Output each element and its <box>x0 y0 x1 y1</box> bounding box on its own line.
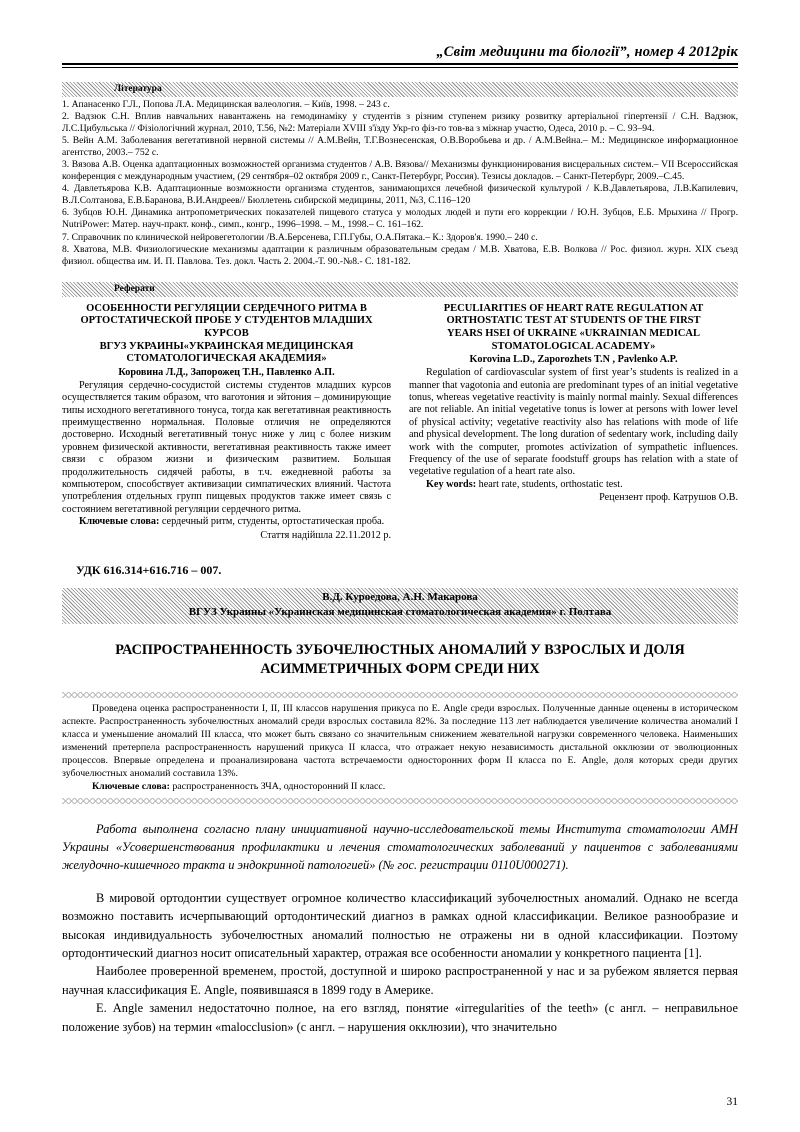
keywords-label-en: Key words: <box>426 478 477 490</box>
keywords-value-en: heart rate, students, orthostatic test. <box>478 478 623 490</box>
article-title <box>62 641 738 679</box>
running-head: „Світ медицини та біології”, номер 4 2012рік <box>436 44 738 60</box>
abstract-authors-en: Korovina L.D., Zaporozhets T.N , Pavlenko A.P. <box>469 354 678 366</box>
reference-list <box>62 99 738 268</box>
article-authors-bar <box>62 588 738 624</box>
article-keywords <box>62 780 738 793</box>
article-affiliation: ВГУЗ Украины «Украинская медицинская стоматологическая академия» г. Полтава <box>188 606 612 619</box>
abstract-column-english <box>409 303 738 541</box>
abstract-body-en: Regulation of cardiovascular system of first year’s students is realized in a manner that vagotonia and eutonia are predominant types of an initial vegetative tonus, whereas vegetative reactivity is mainly normal mainly. Sexual differences are not reliable. An initial vegetative tonus is lower at persons with lower level of physical activity; vegetative reactivity also has relations with mode of life and physical development. The long duration of sedentary work, including daily work with the computer, promotes activization of sympathetic influences. Frequency of the use of separate foodstuff groups has relation with a state of vegetative regulation of a heart rate also. <box>409 367 738 478</box>
reference-item: 5. Вейн А.М. Заболевания вегетативной нервной системы // А.М.Вейн, Т.Г.Вознесенская, О.В.Воробьева и др. / А.М.Вейна.– М.: Медицинское информационное агентство, 2003.– 752 с. <box>62 134 738 158</box>
keywords-value-ru: сердечный ритм, студенты, ортостатическая проба. <box>161 516 385 528</box>
abstract-keywords-en <box>409 479 738 492</box>
abstract-title-line: YEARS HSEI Of UKRAINE «UKRAINIAN MEDICAL <box>447 328 700 339</box>
keywords-label-ru: Ключевые слова: <box>79 516 160 528</box>
abstract-authors-ru: Коровина Л.Д., Запорожец Т.Н., Павленко А.П. <box>118 366 335 378</box>
article-title-line: РАСПРОСТРАНЕННОСТЬ ЗУБОЧЕЛЮСТНЫХ АНОМАЛИЙ У ВЗРОСЛЫХ И ДОЛЯ <box>115 641 685 658</box>
reference-item: 1. Апанасенко Г.Л., Попова Л.А. Медицинская валеология. – Київ, 1998. – 243 с. <box>62 98 390 110</box>
article-authors: В.Д. Куроедова, А.Н. Макарова <box>322 590 478 603</box>
abstract-column-russian <box>62 303 391 541</box>
reference-item: 8. Хватова, М.В. Физиологические механизмы адаптации к различным образовательным средам / М.В. Хватова, Е.В. Волкова // Рос. физиол. журн. XIX съезд физиол. общества им. И. П. Павлова. Тез. докл. Часть 2. 2004.-Т. 90.-№8.- С. 181-182. <box>62 243 738 267</box>
abstract-title-line: ORTHOSTATIC TEST AT STUDENTS OF THE FIRST <box>446 315 701 327</box>
section-bar-abstracts: Реферати <box>62 282 738 297</box>
abstract-title-line: PECULIARITIES OF HEART RATE REGULATION AT <box>443 302 704 314</box>
abstract-title-ru <box>62 303 391 366</box>
abstract-title-en <box>409 303 738 353</box>
section-bar-references: Література <box>62 82 738 97</box>
reference-item: 2. Вадзюк С.Н. Вплив навчальних навантажень на гемодинаміку у студентів з різним ступенем ризику розвитку артеріальної гіпертензії / С.Н. Вадзюк, Л.С.Цибульська // Фізіологічний журнал, 2010, Т.56, №2: Матеріали XVIII з'їзду Укр-го фіз-го тов-ва з міжнар участю, Одеса, 2010 р. – С. 93–94. <box>62 110 738 134</box>
reference-item: 7. Справочник по клинической нейровегетологии /В.А.Берсенева, Г.П.Губы, О.А.Пятака.– К.: Здоров'я. 1990.– 240 с. <box>62 231 538 243</box>
abstract-title-line: ОСОБЕННОСТИ РЕГУЛЯЦИИ СЕРДЕЧНОГО РИТМА В <box>86 302 367 314</box>
abstract-columns <box>62 303 738 541</box>
header-rule <box>62 63 738 68</box>
abstract-body-ru: Регуляция сердечно-сосудистой системы студентов младших курсов осуществляется таким образом, что ваготония и эйтония – доминирующие типы исходного вегетативного тонуса, тогда как вегетативная реактивность преимущественно нормальная. Половые отличия не определяются достоверно. Исходный вегетативный тонус ниже у лиц с более низким уровнем физической активности, вегетативная реактивность также имеет связи с образом жизни и физическим развитием. Большая продолжительность сидячей работы, в т.ч. ежедневной работы за компьютером, способствует активизации симпатических влияний. Частота употребления отдельных групп пищевых продуктов также имеет связь с состоянием вегетативной регуляции сердечного ритма. <box>62 379 391 515</box>
body-paragraph: В мировой ортодонтии существует огромное количество классификаций зубочелюстных аномалий. Однако не всегда возможно поставить исчерпывающий ортодонтический диагноз в рамках одной классификации. Великое разнообразие и высокая индивидуальность зубочелюстных аномалий полностью не отражены ни в одной классификации. Поэтому ортодонтический диагноз носит описательный характер, отражая все особенности аномалии у конкретного пациента [1]. <box>62 890 738 960</box>
reference-item: 6. Зубцов Ю.Н. Динамика антропометрических показателей пищевого статуса у молодых людей и пути его коррекции / Ю.Н. Зубцов, Е.Б. Мрыхина // Прогр. NutriPower: Матер. науч-практ. конф., симп., конгр., 1996–1998. – М., 1998.– С. 161–162. <box>62 207 738 231</box>
zigzag-rule-top <box>62 692 738 698</box>
reference-item: 3. Вязова А.В. Оценка адаптационных возможностей организма студентов / А.В. Вязова// Механизмы функционирования висцеральных систем.– VII Всероссийская конференция с международным участием, (29 сентября–02 октября 2009 г., Санкт-Петербург, Россия). Тезисы докладов. – Санкт-Петербург, 2009.–С.45. <box>62 158 738 183</box>
abstract-title-line: STOMATOLOGICAL ACADEMY» <box>491 340 656 352</box>
article-abstract: Проведена оценка распространенности I, II, III классов нарушения прикуса по Е. Angle среди взрослых. Полученные данные оценены в историческом аспекте. Распространенность зубочелюстных аномалий среди взрослых составила 82%. За последние 113 лет наблюдается увеличение количества аномалий I класса и уменьшение аномалий III класса, что может быть связано со значительным снижением жевательной нагрузки современного человека. Наименьших изменений претерпела распространенность нарушений прикуса II класса, что отражает некую независимость дистальной окклюзии от эволюционных процессов. Впервые определена и проанализирована частота встречаемости односторонних форм II класса по Е. Angle, доля которых среди других зубочелюстных аномалий составила 13%. <box>62 702 738 780</box>
abstract-footer-en: Рецензент проф. Катрушов О.В. <box>599 492 738 504</box>
page-number: 31 <box>726 1096 738 1108</box>
udk-code: УДК 616.314+616.716 – 007. <box>76 562 222 577</box>
article-keywords-value: распространенность ЗЧА, односторонний II класс. <box>172 781 386 793</box>
page-content <box>62 44 738 1036</box>
abstract-title-line: ВГУЗ УКРАИНЫ«УКРАИНСКАЯ МЕДИЦИНСКАЯ <box>99 340 354 352</box>
abstract-title-line: ОРТОСТАТИЧЕСКОЙ ПРОБЕ У СТУДЕНТОВ МЛАДШИХ КУРСОВ <box>80 315 373 339</box>
body-paragraph: Е. Angle заменил недостаточно полное, на его взгляд, понятие «irregularities of the teeth» (с англ. – неправильное положение зубов) на термин «malocclusion» (с англ. – нарушения окклюзии), что значительно <box>62 1001 738 1034</box>
article-keywords-label: Ключевые слова: <box>92 781 170 793</box>
body-paragraph-funding: Работа выполнена согласно плану инициативной научно-исследовательской темы Института стоматологии АМН Украины «Усовершенствования профилактики и лечения стоматологических заболеваний у пациентов с заболеваниями желудочно-кишечного тракта и эндокринной патологией» (№ гос. регистрации 0110U000271). <box>62 821 738 873</box>
body-paragraph: Наиболее проверенной временем, простой, доступной и широко распространенной у нас и за рубежом является первая научная классификация Е. Angle, появившаяся в 1899 году в Америке. <box>62 964 738 997</box>
article-title-line: АСИММЕТРИЧНЫХ ФОРМ СРЕДИ НИХ <box>260 660 540 677</box>
zigzag-rule-bottom <box>62 798 738 804</box>
abstract-footer-ru: Стаття надійшла 22.11.2012 р. <box>260 529 391 541</box>
abstract-keywords-ru <box>62 516 391 529</box>
abstract-title-line: СТОМАТОЛОГИЧЕСКАЯ АКАДЕМИЯ» <box>126 353 327 365</box>
reference-item: 4. Давлетьярова К.В. Адаптационные возможности организма студентов, занимающихся лечебной физической культурой / К.В.Давлетьярова, Л.В.Капилевич, В.Л.Солтанова, Е.В.Баранова, В.И.Андреев// Бюллетень сибирской медицины, 2011, №3, С.116–120 <box>62 183 738 207</box>
